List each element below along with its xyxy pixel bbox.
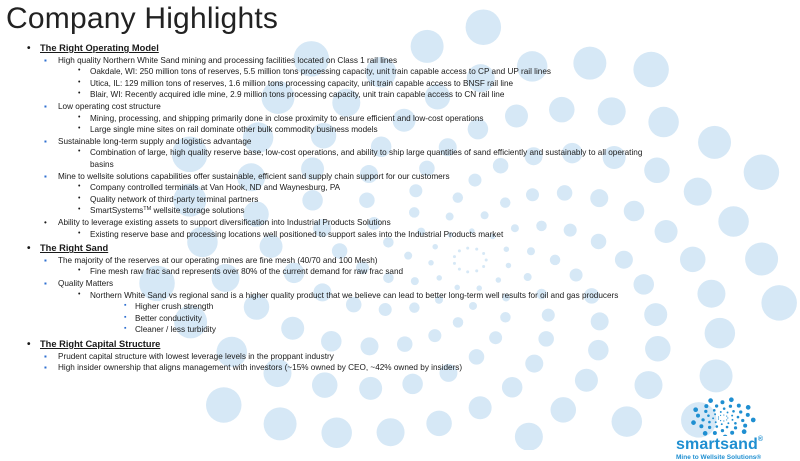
decor-dot [634, 371, 662, 399]
decor-dot [633, 52, 669, 88]
decor-dot [359, 192, 375, 208]
decor-dot [644, 158, 670, 184]
logo-dot [743, 424, 747, 428]
decor-dot [383, 237, 394, 248]
decor-dot [624, 201, 645, 222]
logo-wordmark [676, 436, 796, 454]
decor-dot [428, 329, 441, 342]
logo-dot [746, 405, 751, 410]
decor-dot [458, 268, 461, 271]
logo-dot [723, 420, 724, 421]
bullet-icon: ▪ [44, 279, 47, 288]
decor-dot [551, 397, 577, 423]
logo-dot [696, 414, 700, 418]
logo-tagline: Mine to Wellsite Solutions® [676, 454, 762, 461]
decor-dot [453, 255, 456, 258]
decor-dot [564, 224, 577, 237]
list-item-text: Northern White Sand vs regional sand is a higher quality product that we believe can lead to better long-term well results for oil and gas producers [90, 290, 619, 300]
decor-dot [302, 190, 323, 211]
bullet-icon: ▪ [124, 302, 127, 310]
logo-dot [704, 410, 707, 413]
logo-dot [720, 415, 721, 416]
decor-dot [496, 277, 502, 283]
decor-dot [542, 309, 555, 322]
decor-dot [397, 336, 413, 352]
bullet-icon: • [27, 243, 31, 255]
logo-dot [729, 405, 732, 408]
logo-dot [715, 425, 718, 428]
logo-dot [718, 416, 719, 417]
decor-dot [697, 280, 725, 308]
logo-dot [742, 429, 747, 434]
bullet-icon: ▪ [44, 55, 47, 65]
list-item-text: Fine mesh raw frac sand represents over 80% of the current demand for raw frac sand [90, 267, 404, 277]
decor-dot [524, 273, 532, 281]
decor-dot [588, 340, 609, 361]
decor-dot [379, 303, 392, 316]
decor-dot [515, 423, 543, 450]
decor-dot [700, 359, 733, 392]
decor-dot [475, 248, 478, 251]
bullet-icon: • [78, 290, 81, 298]
decor-dot [591, 312, 609, 330]
logo-dot [726, 419, 727, 420]
decor-dot [409, 302, 420, 313]
decor-dot [744, 155, 780, 191]
section-heading-text: The Right Operating Model [40, 43, 159, 53]
decor-dot [469, 349, 485, 365]
logo-name: smartsand [676, 436, 758, 453]
decor-dot [411, 30, 444, 63]
decor-dot [505, 105, 528, 128]
logo-dot [708, 398, 713, 403]
decor-dot [575, 369, 598, 392]
bullet-icon: ▪ [44, 171, 47, 181]
bullet-icon: • [78, 78, 81, 86]
logo-dot [713, 431, 717, 435]
decor-dot [359, 377, 382, 400]
list-item-text: Company controlled terminals at Van Hook, ND and Waynesburg, PA [90, 183, 341, 193]
decor-dot [206, 387, 242, 423]
decor-dot [570, 269, 583, 282]
logo-dot [751, 418, 756, 423]
decor-dot [446, 213, 454, 221]
bullet-icon: • [78, 229, 81, 237]
decor-dot [466, 247, 469, 250]
decor-dot [321, 418, 352, 449]
logo-dot [727, 422, 729, 424]
list-item-text: Oakdale, WI: 250 million tons of reserves, 5.5 million tons processing capacity, unit train capable access to CP and UP rail lines [90, 67, 551, 77]
decor-dot [377, 418, 405, 446]
decor-dot [409, 207, 420, 218]
logo-dot [708, 421, 711, 424]
decor-dot [404, 252, 412, 260]
logo-dot [723, 414, 724, 415]
decor-dot [655, 220, 678, 243]
decor-dot [550, 255, 561, 266]
decor-dot [469, 302, 477, 310]
bullet-icon: • [78, 267, 81, 275]
logo-dot [718, 418, 719, 419]
list-item-text: Large single mine sites on rail dominate other bulk commodity business models [90, 125, 378, 135]
logo-dot [720, 420, 721, 421]
list-item-text: Better conductivity [135, 313, 202, 323]
list-item-text: Prudent capital structure with lowest leverage levels in the proppant industry [58, 351, 334, 361]
decor-dot [453, 262, 456, 265]
decor-dot [590, 189, 608, 207]
decor-dot [493, 158, 509, 174]
decor-dot [612, 406, 643, 437]
bullet-icon: • [27, 43, 31, 54]
logo-dot [704, 404, 708, 408]
logo-dot [720, 411, 722, 413]
bullet-icon: • [78, 90, 81, 98]
decor-dot [281, 317, 304, 340]
decor-dot [705, 318, 736, 349]
decor-dot [761, 285, 797, 321]
section-heading-text: The Right Sand [40, 243, 109, 254]
bullet-icon: • [78, 194, 81, 202]
decor-dot [525, 355, 543, 373]
logo-dot [699, 424, 703, 428]
decor-dot [402, 374, 423, 395]
logo-dot [708, 426, 711, 429]
list-item-text: basins [90, 160, 114, 169]
logo-dot [741, 419, 744, 422]
list-item-text: Existing reserve base and processing locations well positioned to support sales into the Industrial Products market [90, 229, 504, 239]
decor-dot [538, 331, 554, 347]
decor-dot [453, 192, 464, 203]
decor-dot [482, 265, 485, 268]
bullet-icon: • [78, 125, 81, 133]
bullet-icon: • [27, 339, 31, 350]
logo-dot [731, 415, 733, 417]
company-logo [676, 396, 796, 461]
decor-dot [573, 47, 606, 80]
decor-dot [454, 285, 460, 291]
logo-dot [723, 407, 726, 410]
list-item-text: High quality Northern White Sand mining and processing facilities located on Class 1 rail lines [58, 55, 398, 65]
bullet-icon: • [78, 206, 81, 214]
decor-dot [549, 97, 575, 123]
decor-dot [466, 9, 502, 45]
decor-dot [698, 126, 731, 159]
list-item-text: Low operating cost structure [58, 102, 161, 111]
decor-dot [680, 247, 706, 273]
decor-dot [506, 263, 512, 269]
bullet-icon: • [78, 148, 81, 156]
logo-dot [732, 419, 734, 421]
decor-dot [526, 188, 539, 201]
logo-registered-mark: ® [757, 436, 764, 443]
logo-dot [726, 426, 729, 429]
logo-dot [714, 413, 716, 415]
decor-dot [321, 331, 342, 352]
bullet-icon: ▪ [44, 255, 47, 265]
decor-dot [475, 269, 478, 272]
logo-dot [737, 404, 741, 408]
list-item-text: Mine to wellsite solutions capabilities offer sustainable, efficient sand supply chain support for our customers [58, 171, 450, 181]
bullet-icon: ▪ [44, 136, 47, 146]
decor-dot [426, 411, 452, 437]
list-item-text: High insider ownership that aligns management with investors (~15% owned by CEO, ~42% owned by insiders) [58, 363, 463, 373]
list-item-text: The majority of the reserves at our operating mines are fine mesh (40/70 and 100 Mesh) [58, 255, 378, 265]
logo-dot [715, 404, 718, 407]
logo-dot [707, 414, 710, 417]
decor-dot [718, 206, 749, 237]
decor-dot [264, 407, 297, 440]
decor-dot [436, 275, 442, 281]
bullet-icon: • [78, 113, 81, 121]
logo-dot [691, 420, 696, 425]
logo-dot [721, 429, 724, 432]
bullet-icon: ▪ [44, 363, 47, 373]
list-item-text: Combination of large, high quality reserve base, low-cost operations, and ability to ship large quantities of sand efficiently and sustainably to all operating [90, 148, 643, 158]
decor-dot [360, 337, 378, 355]
decor-dot [453, 317, 464, 328]
decor-dot [648, 107, 679, 137]
list-item-text: Utica, IL: 129 million tons of reserves, 1.6 million tons processing capacity, unit train capable access to BNSF rail line [90, 78, 514, 88]
bullet-icon: • [78, 183, 81, 191]
bullet-icon: ▪ [44, 102, 47, 111]
decor-dot [468, 174, 481, 187]
logo-dot [734, 422, 737, 425]
decor-dot [458, 249, 461, 252]
decor-dot [536, 221, 547, 232]
list-item-text: Blair, WI: Recently acquired idle mine, 2.9 million tons processing capacity, unit train capable access to CN rail line [90, 90, 505, 100]
list-item-text: Quality network of third-party terminal partners [90, 194, 259, 204]
logo-dot [730, 431, 734, 435]
decor-dot [598, 97, 626, 125]
logo-dot [721, 423, 723, 425]
decor-dot [469, 396, 492, 419]
decor-dot [428, 260, 434, 266]
list-item-text: Quality Matters [58, 279, 114, 288]
decor-dot [489, 331, 502, 344]
trademark-mark: TM [143, 206, 152, 213]
decor-dot [684, 178, 712, 206]
decor-dot [745, 242, 778, 275]
logo-dot [727, 412, 729, 414]
logo-dot [729, 397, 734, 402]
list-item-text: Mining, processing, and shipping primarily done in close proximity to ensure efficient and low-cost operations [90, 113, 484, 123]
decor-dot [511, 224, 519, 232]
decor-dot [502, 377, 523, 398]
bullet-icon: ▪ [44, 351, 47, 361]
bullet-icon: ▪ [124, 325, 127, 333]
decor-dot [504, 246, 510, 252]
decor-dot [500, 197, 511, 208]
logo-dots-icon [684, 396, 762, 436]
section-heading-text: The Right Capital Structure [40, 339, 161, 349]
logo-dot [715, 421, 717, 423]
logo-dot [727, 417, 728, 418]
list-item-text: Ability to leverage existing assets to support diversification into Industrial Products Solutions [58, 218, 391, 227]
logo-dot [693, 407, 698, 412]
list-item-text: Sustainable long-term supply and logistics advantage [58, 136, 252, 146]
list-item-text: SmartSystems™ wellsite storage solutions [90, 206, 245, 216]
decor-dot [411, 277, 419, 285]
logo-dot [712, 417, 714, 419]
list-item-text: Cleaner / less turbidity [135, 325, 216, 335]
decor-dot [645, 336, 671, 362]
list-item-text: Higher crush strength [135, 302, 214, 312]
logo-dot [739, 410, 742, 413]
decor-dot [485, 259, 488, 262]
bullet-icon: ▪ [124, 313, 127, 321]
decor-dot [312, 372, 338, 398]
decor-dot [633, 274, 654, 295]
decor-dot [500, 312, 511, 323]
logo-dot [726, 415, 727, 416]
bullet-icon: • [78, 67, 81, 75]
decor-dot [466, 270, 469, 273]
logo-dot [734, 426, 737, 429]
decor-dot [409, 184, 422, 197]
logo-dot [732, 410, 735, 413]
logo-dot [701, 418, 704, 421]
page-title: Company Highlights [6, 2, 279, 35]
decor-dot [557, 185, 573, 201]
decor-dot [432, 244, 438, 250]
decor-dot [527, 247, 535, 255]
decor-dot [482, 252, 485, 255]
logo-dot [737, 416, 740, 419]
logo-dot [720, 400, 724, 404]
decor-dot [481, 211, 489, 219]
decor-dot [591, 234, 607, 250]
bullet-icon: • [44, 218, 47, 227]
logo-dot [746, 413, 750, 417]
decor-dot [644, 303, 667, 326]
logo-dot [713, 409, 716, 412]
decor-dot [615, 251, 633, 269]
